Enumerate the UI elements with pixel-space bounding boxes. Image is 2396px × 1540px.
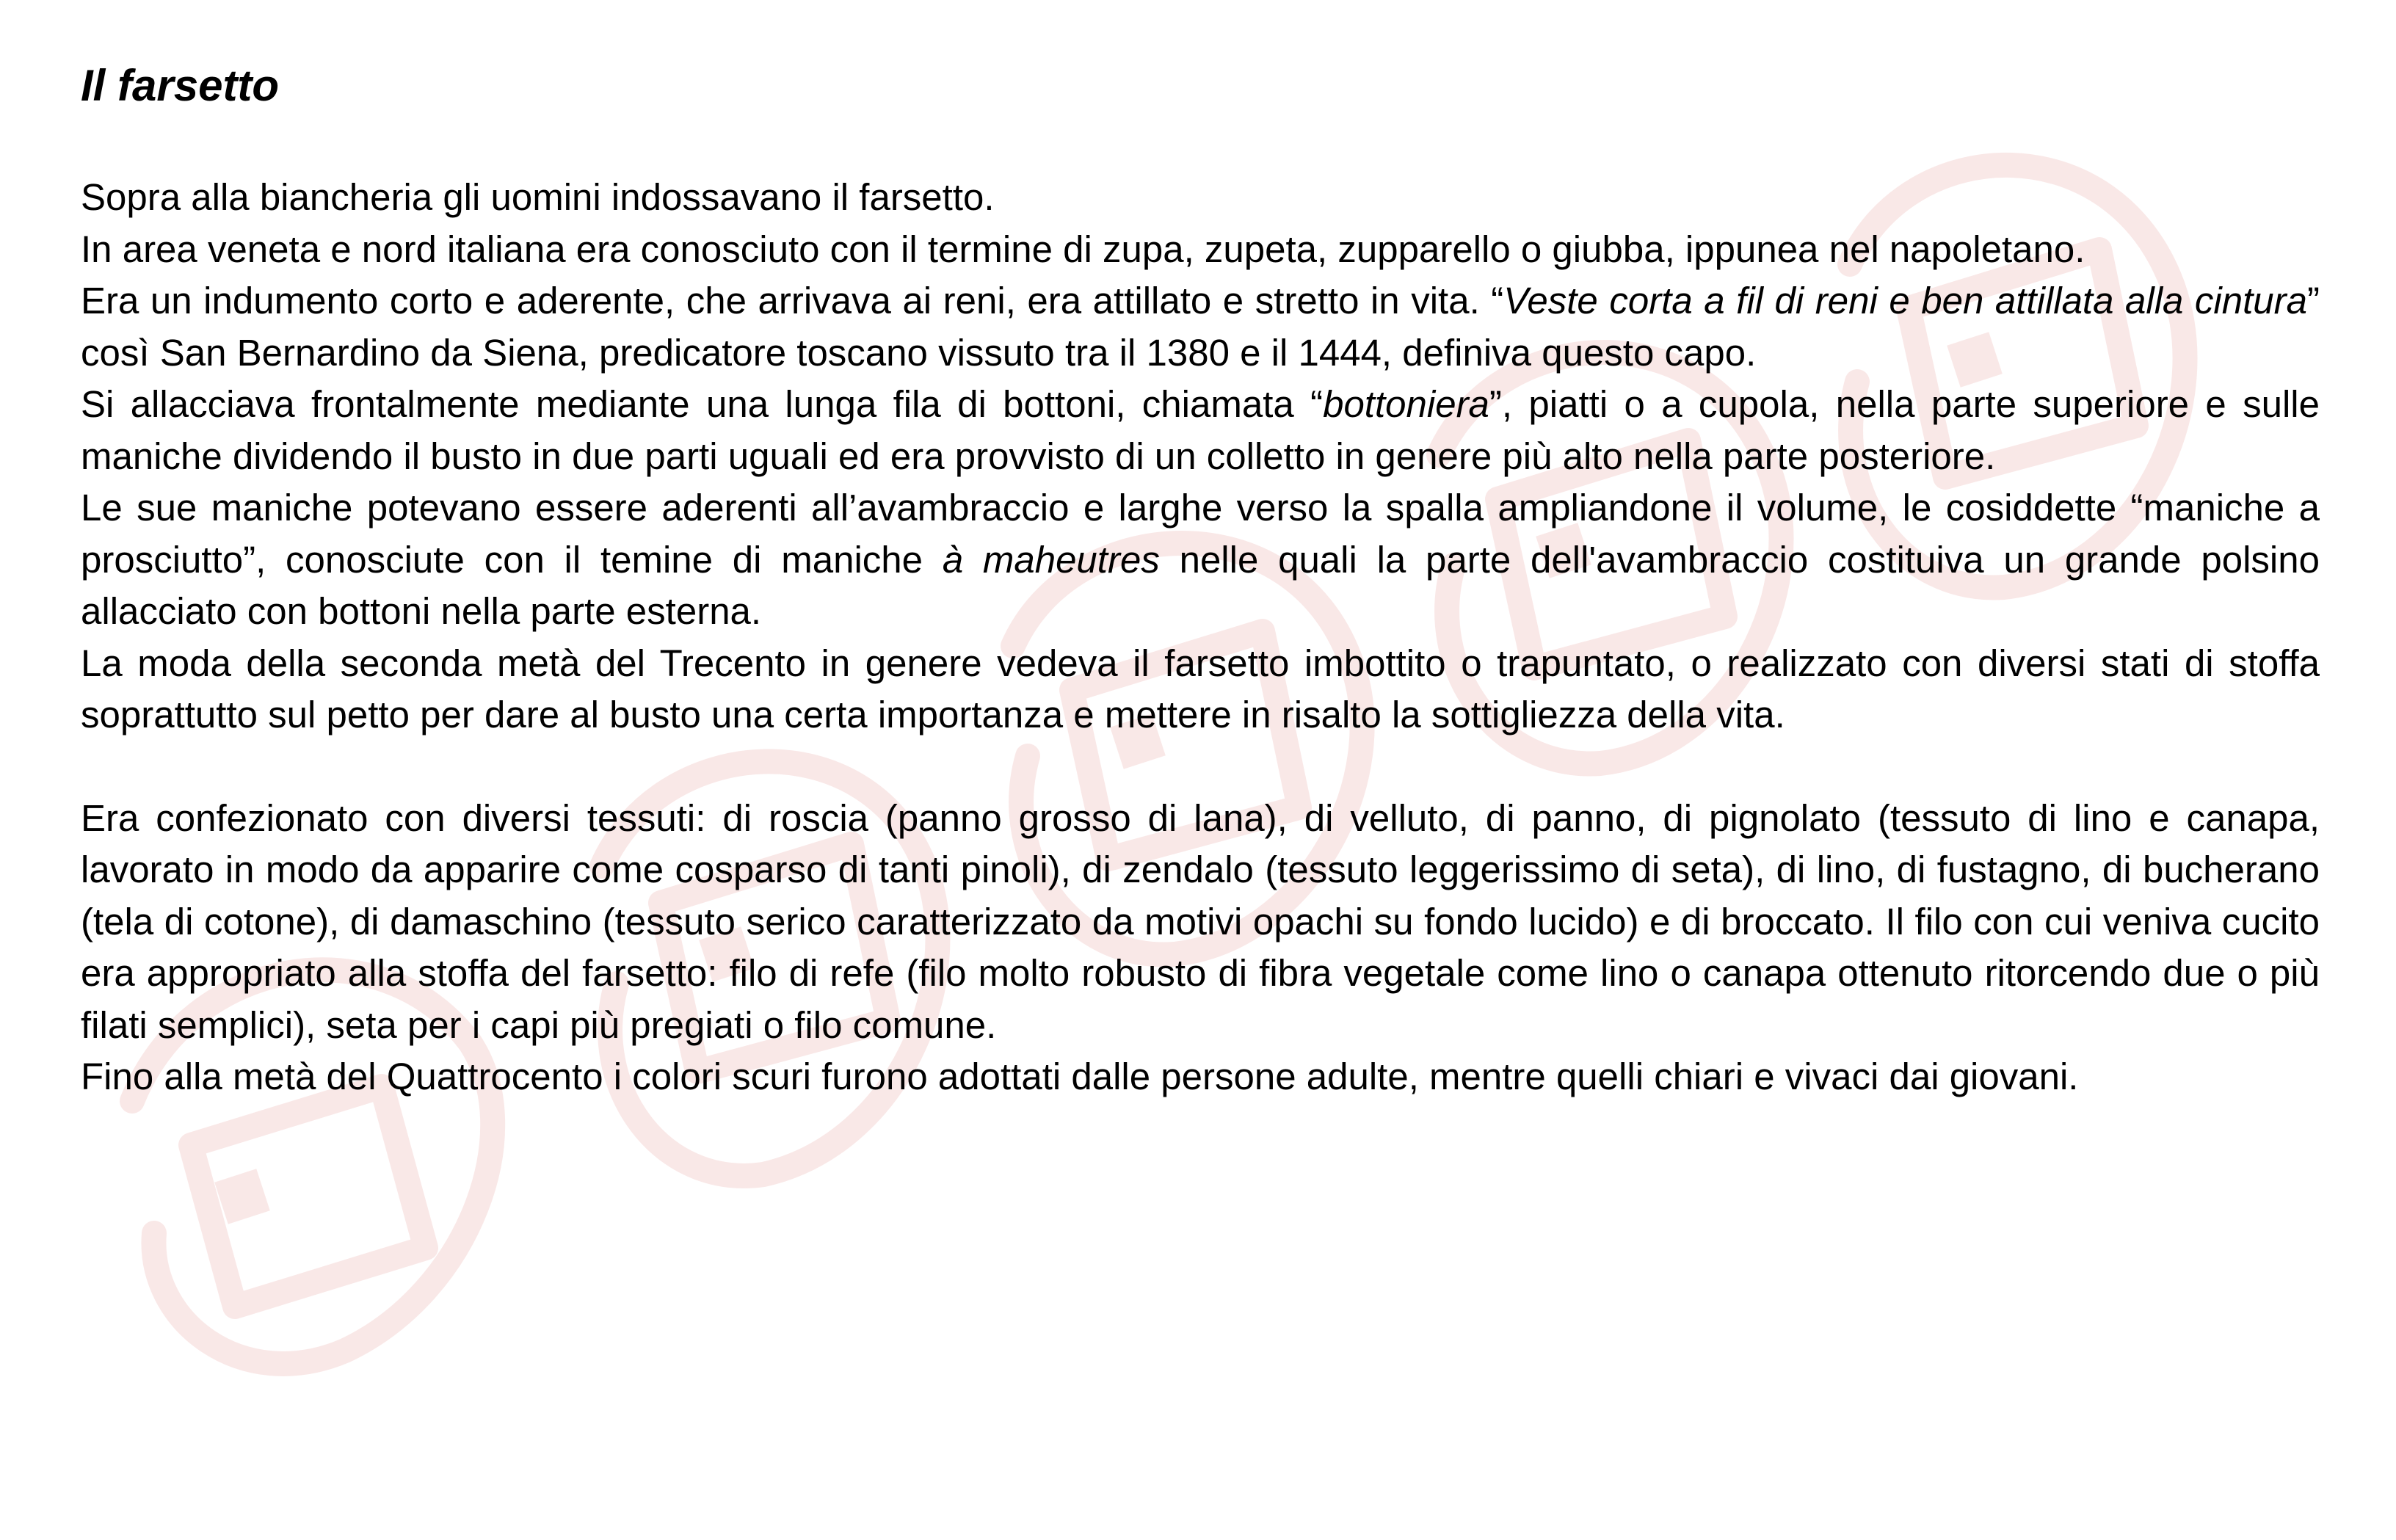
paragraph-5 (81, 482, 2320, 638)
paragraph-2 (81, 224, 2320, 276)
paragraph-5-text-a: Le sue maniche potevano essere aderenti all’avambraccio e larghe verso la spalla ampliandone il volume, le cosiddette “maniche a prosciutto”, conosciute con il temine di maniche (81, 487, 2320, 581)
paragraph-4 (81, 379, 2320, 482)
paragraph-4-text-b: ”, piatti o a cupola, nella parte superiore e sulle maniche dividendo il busto in due parti uguali ed era provvisto di un colletto in genere più alto nella parte posteriore. (81, 383, 2320, 477)
paragraph-3 (81, 275, 2320, 379)
term-italic-bottoniera: bottoniera (1323, 383, 1489, 425)
term-italic-maheutres: à maheutres (942, 538, 1160, 581)
paragraph-6 (81, 638, 2320, 741)
paragraph-5-text-b: nelle quali la parte dell'avambraccio costituiva un grande polsino allacciato con bottoni nella parte esterna. (81, 538, 2320, 632)
paragraph-1-text: Sopra alla biancheria gli uomini indossavano il farsetto. (81, 176, 995, 218)
paragraph-2-text: In area veneta e nord italiana era conosciuto con il termine di zupa, zupeta, zupparello o giubba, ippunea nel napoletano. (81, 228, 2085, 270)
paragraph-7-text: Era confezionato con diversi tessuti: di roscia (panno grosso di lana), di velluto, di panno, di pignolato (tessuto di lino e canapa, lavorato in modo da apparire come cosparso di tanti pinoli), di zendalo (tessuto leggerissimo di seta), di lino, di fustagno, di bucherano (tela di cotone), di damaschino (tessuto serico caratterizzato da motivi opachi su fondo lucido) e di broccato. Il filo con cui veniva cucito era appropriato alla stoffa del farsetto: filo di refe (filo molto robusto di fibra vegetale come lino o canapa ottenuto ritorcendo due o più filati semplici), seta per i capi più pregiati o filo comune. (81, 796, 2320, 1046)
paragraph-3-text-b: ” così San Bernardino da Siena, predicatore toscano vissuto tra il 1380 e il 1444, definiva questo capo. (81, 280, 2320, 374)
paragraph-8-text: Fino alla metà del Quattrocento i colori scuri furono adottati dalle persone adulte, mentre quelli chiari e vivaci dai giovani. (81, 1056, 2079, 1097)
paragraph-4-text-a: Si allacciava frontalmente mediante una lunga fila di bottoni, chiamata “ (81, 383, 1324, 425)
paragraph-7 (81, 793, 2320, 1052)
paragraph-6-text: La moda della seconda metà del Trecento in genere vedeva il farsetto imbottito o trapuntato, o realizzato con diversi stati di stoffa soprattutto sul petto per dare al busto una certa importanza e mettere in risalto la sottigliezza della vita. (81, 642, 2320, 736)
paragraph-3-text-a: Era un indumento corto e aderente, che arrivava ai reni, era attillato e stretto in vita. “ (81, 280, 1504, 322)
paragraph-1 (81, 172, 2320, 224)
quote-italic: Veste corta a fil di reni e ben attillata alla cintura (1503, 280, 2308, 322)
document-page (81, 57, 2320, 1103)
paragraph-gap (81, 741, 2320, 793)
paragraph-8 (81, 1051, 2320, 1103)
document-title: Il farsetto (81, 61, 280, 110)
